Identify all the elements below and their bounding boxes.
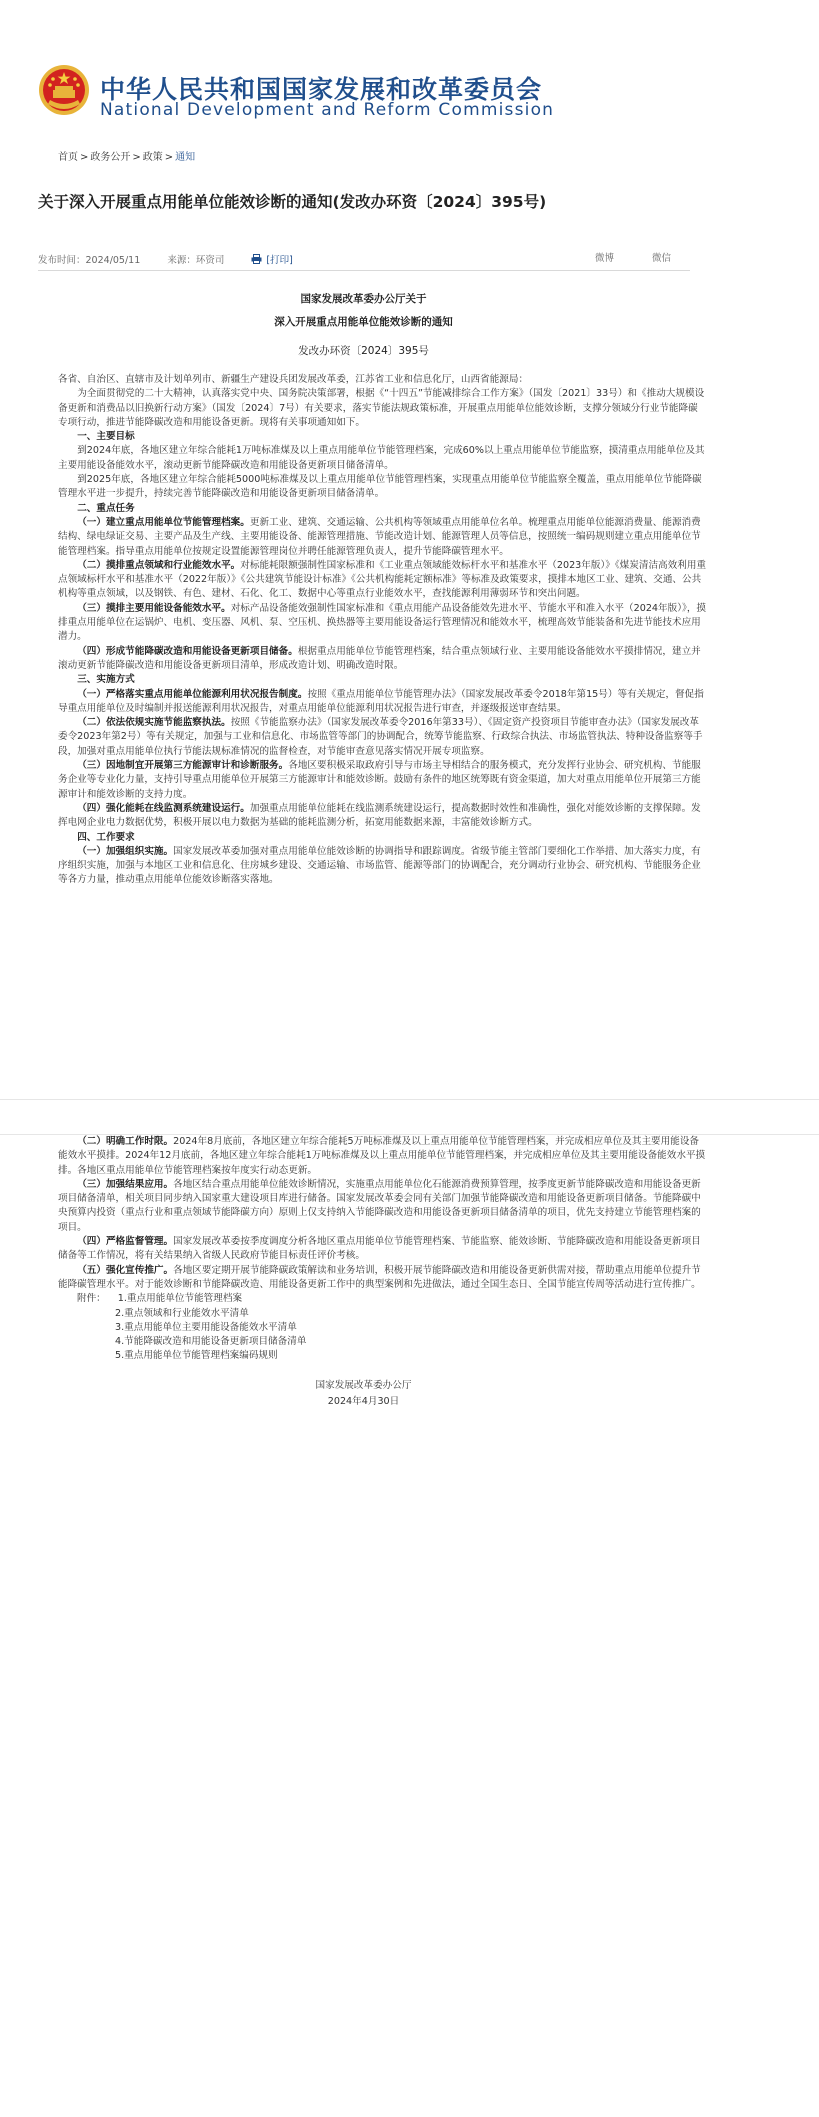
site-title-chinese[interactable]: 中华人民共和国国家发展和改革委员会 xyxy=(100,75,543,104)
page-title: 关于深入开展重点用能单位能效诊断的通知(发改办环资〔2024〕395号) xyxy=(38,193,547,211)
section-heading: 四、工作要求 xyxy=(77,831,135,843)
breadcrumb xyxy=(58,148,195,163)
paragraph: （一）建立重点用能单位节能管理档案。更新工业、建筑、交通运输、公共机构等领域重点用能单位名单。梳理重点用能单位能源消费量、能源消费结构、绿电绿证交易、主要产品及生产线、主要用能设备、能源管理措施、节能改造计划、能源管理人员等信息，按照统一编码规则建立重点用能单位节能管理档案。指导重点用能单位按规定设置能源管理岗位并聘任能源管理负责人，提升节能降碳管理水平。 xyxy=(58,516,701,557)
paragraph: （三）加强结果应用。各地区结合重点用能单位能效诊断情况，实施重点用能单位化石能源消费预算管理，按季度更新节能降碳改造和用能设备更新项目储备清单，相关项目同步纳入国家重大建设项目库进行储备。国家发展改革委会同有关部门加强节能降碳改造和用能设备更新项目储备。节能降碳中央预算内投资（重点行业和重点领域节能降碳方向）原则上仅支持纳入节能降碳改造和用能设备更新项目储备清单的项目，优先支持建立节能管理档案的项目。 xyxy=(58,1178,701,1233)
addressee: 各省、自治区、直辖市及计划单列市、新疆生产建设兵团发展改革委，江苏省工业和信息化厅，山西省能源局： xyxy=(58,374,529,385)
section-heading: 三、实施方式 xyxy=(77,674,135,686)
subject-heading: 深入开展重点用能单位能效诊断的通知 xyxy=(274,316,453,328)
paragraph: （二）依法依规实施节能监察执法。按照《节能监察办法》（国家发展改革委令2016年第33号）、《固定资产投资项目节能审查办法》（国家发展改革委令2023年第2号）等有关规定，加强与工业和信息化、市场监管等部门的协调配合，统筹节能监察、行政综合执法、市场监管执法、特种设备监察等手段，加强对重点用能单位执行节能法规标准情况的监督检查，对节能审查意见落实情况开展专项监察。 xyxy=(58,717,703,757)
paragraph: （一）加强组织实施。国家发展改革委加强对重点用能单位能效诊断的协调指导和跟踪调度。省级节能主管部门要细化工作举措、加大落实力度，有序组织实施，加强与本地区工业和信息化、住房城乡建设、交通运输、市场监管、能源等部门的协调配合，充分调动行业协会、研究机构、节能服务企业等各方力量，推动重点用能单位能效诊断落实落地。 xyxy=(58,845,701,886)
publish-date: 2024/05/11 xyxy=(85,255,141,266)
print-button[interactable] xyxy=(251,255,316,266)
paragraph: （一）严格落实重点用能单位能源利用状况报告制度。按照《重点用能单位节能管理办法》（国家发展改革委令2018年第15号）等有关规定，督促指导重点用能单位及时编制并报送能源利用状况报告，对重点用能单位能源利用状况报告进行审查，并逐级报送审查结果。 xyxy=(58,688,704,714)
attachment-item[interactable]: 3.重点用能单位主要用能设备能效水平清单 xyxy=(115,1321,297,1333)
share-weixin-button[interactable]: 微信 xyxy=(652,253,672,264)
section-heading: 一、主要目标 xyxy=(77,431,135,443)
breadcrumb-policy[interactable]: 政策 xyxy=(142,152,163,163)
print-label: [打印] xyxy=(266,255,293,266)
breadcrumb-separator: > xyxy=(132,152,141,163)
paragraph: （二）摸排重点领域和行业能效水平。对标能耗限额强制性国家标准和《工业重点领域能效标杆水平和基准水平（2023年版）》《煤炭清洁高效利用重点领域标杆水平和基准水平（2022年版）》《公共建筑节能设计标准》《公共机构能耗定额标准》等标准及政策要求，摸排本地区工业、建筑、交通、公共机构等重点领域，以及钢铁、有色、建材、石化、化工、数据中心等重点行业能效水平，查找能源利用薄弱环节和突出问题。 xyxy=(58,559,707,600)
article-body-part-2 xyxy=(58,1135,706,1364)
paragraph: （三）因地制宜开展第三方能源审计和诊断服务。各地区要积极采取政府引导与市场主导相结合的服务模式，充分发挥行业协会、研究机构、节能服务企业等专业化力量，支持引导重点用能单位开展第三方能源审计和能效诊断。鼓励有条件的地区统筹既有资金渠道，加大对重点用能单位开展第三方能源审计和能效诊断的支持力度。 xyxy=(58,760,701,800)
breadcrumb-open-government[interactable]: 政务公开 xyxy=(90,152,131,163)
publish-info xyxy=(38,255,140,266)
section-heading: 二、重点任务 xyxy=(77,502,135,514)
page-2 xyxy=(0,1135,819,2117)
site-header xyxy=(38,64,798,124)
paragraph: 到2025年底，各地区建立年综合能耗5000吨标准煤及以上重点用能单位节能管理档案，实现重点用能单位节能监察全覆盖，重点用能单位节能降碳管理水平进一步提升，持续完善节能降碳改造和用能设备更新项目储备清单。 xyxy=(58,474,702,500)
attachment-item[interactable]: 5.重点用能单位节能管理档案编码规则 xyxy=(115,1350,278,1362)
article-body-part-1 xyxy=(58,373,706,888)
printer-icon xyxy=(251,254,262,264)
site-title-english[interactable]: National Development and Reform Commission xyxy=(100,100,555,120)
attachment-item[interactable]: 4.节能降碳改造和用能设备更新项目储备清单 xyxy=(115,1336,307,1348)
publish-label: 发布时间： xyxy=(38,255,86,266)
breadcrumb-notice[interactable]: 通知 xyxy=(175,152,196,163)
breadcrumb-separator: > xyxy=(80,152,89,163)
sign-date: 2024年4月30日 xyxy=(327,1396,400,1407)
attachments-label: 附件： xyxy=(77,1293,106,1305)
source-label: 来源： xyxy=(167,255,196,266)
paragraph: （五）强化宣传推广。各地区要定期开展节能降碳政策解读和业务培训，积极开展节能降碳改造和用能设备更新供需对接，帮助重点用能单位提升节能降碳管理水平。对于能效诊断和节能降碳改造、用能设备更新工作中的典型案例和先进做法，通过全国生态日、全国节能宣传周等活动进行宣传推广。 xyxy=(58,1264,701,1290)
source-info xyxy=(167,255,224,266)
share-weibo-button[interactable]: 微博 xyxy=(595,253,615,264)
document-number: 发改办环资〔2024〕395号 xyxy=(298,345,429,357)
signer: 国家发展改革委办公厅 xyxy=(315,1380,412,1391)
attachment-item[interactable]: 1.重点用能单位节能管理档案 xyxy=(117,1293,243,1305)
attachments-line xyxy=(58,1292,706,1306)
article-meta xyxy=(38,252,678,266)
breadcrumb-separator: > xyxy=(164,152,174,163)
attachment-item[interactable]: 2.重点领域和行业能效水平清单 xyxy=(115,1307,249,1319)
paragraph: （四）强化能耗在线监测系统建设运行。加强重点用能单位能耗在线监测系统建设运行，提高数据时效性和准确性，强化对能效诊断的支撑保障。发挥电网企业电力数据优势，积极开展以电力数据为基础的能耗监测分析，拓宽用能数据来源，丰富能效诊断方式。 xyxy=(58,802,701,829)
breadcrumb-home[interactable]: 首页 xyxy=(58,152,78,163)
paragraph: （二）明确工作时限。2024年8月底前，各地区建立年综合能耗5万吨标准煤及以上重点用能单位节能管理档案，并完成相应单位及其主要用能设备能效水平摸排。2024年12月底前，各地区建立年综合能耗1万吨标准煤及以上重点用能单位节能管理档案，并完成相应单位及其主要用能设备能效水平摸排。各地区重点用能单位节能管理档案按年度实行动态更新。 xyxy=(58,1136,706,1176)
paragraph: （四）形成节能降碳改造和用能设备更新项目储备。根据重点用能单位节能管理档案，结合重点领域行业、主要用能设备能效水平摸排情况，建立并滚动更新节能降碳改造和用能设备更新项目清单，形成改造计划、明确改造时限。 xyxy=(58,645,701,671)
national-emblem-icon xyxy=(38,64,90,116)
paragraph: （四）严格监督管理。国家发展改革委按季度调度分析各地区重点用能单位节能管理档案、节能监察、能效诊断、节能降碳改造和用能设备更新项目储备等工作情况，将有关结果纳入省级人民政府节能目标责任评价考核。 xyxy=(58,1236,701,1262)
page-break xyxy=(0,1099,819,1135)
meta-divider xyxy=(38,270,690,271)
paragraph: （三）摸排主要用能设备能效水平。对标产品设备能效强制性国家标准和《重点用能产品设备能效先进水平、节能水平和准入水平（2024年版）》，摸排重点用能单位在运锅炉、电机、变压器、风机、泵、空压机、换热器等主要用能设备运行管理情况和能效水平，梳理高效节能装备和先进节能技术应用潜力。 xyxy=(58,602,707,643)
paragraph: 到2024年底，各地区建立年综合能耗1万吨标准煤及以上重点用能单位节能管理档案，完成60%以上重点用能单位节能监察，摸清重点用能单位及其主要用能设备能效水平，滚动更新节能降碳改造和用能设备更新项目储备清单。 xyxy=(58,445,705,471)
intro-paragraph: 为全面贯彻党的二十大精神，认真落实党中央、国务院决策部署，根据《“十四五”节能减排综合工作方案》（国发〔2021〕33号）和《推动大规模设备更新和消费品以旧换新行动方案》（国发〔2024〕7号）有关要求，落实节能法规政策标准，开展重点用能单位能效诊断，支撑分领域分行业节能降碳专项行动，推进节能降碳改造和用能设备更新。现将有关事项通知如下。 xyxy=(58,388,705,428)
issuer-heading: 国家发展改革委办公厅关于 xyxy=(300,293,427,305)
source-value: 环资司 xyxy=(195,255,225,266)
